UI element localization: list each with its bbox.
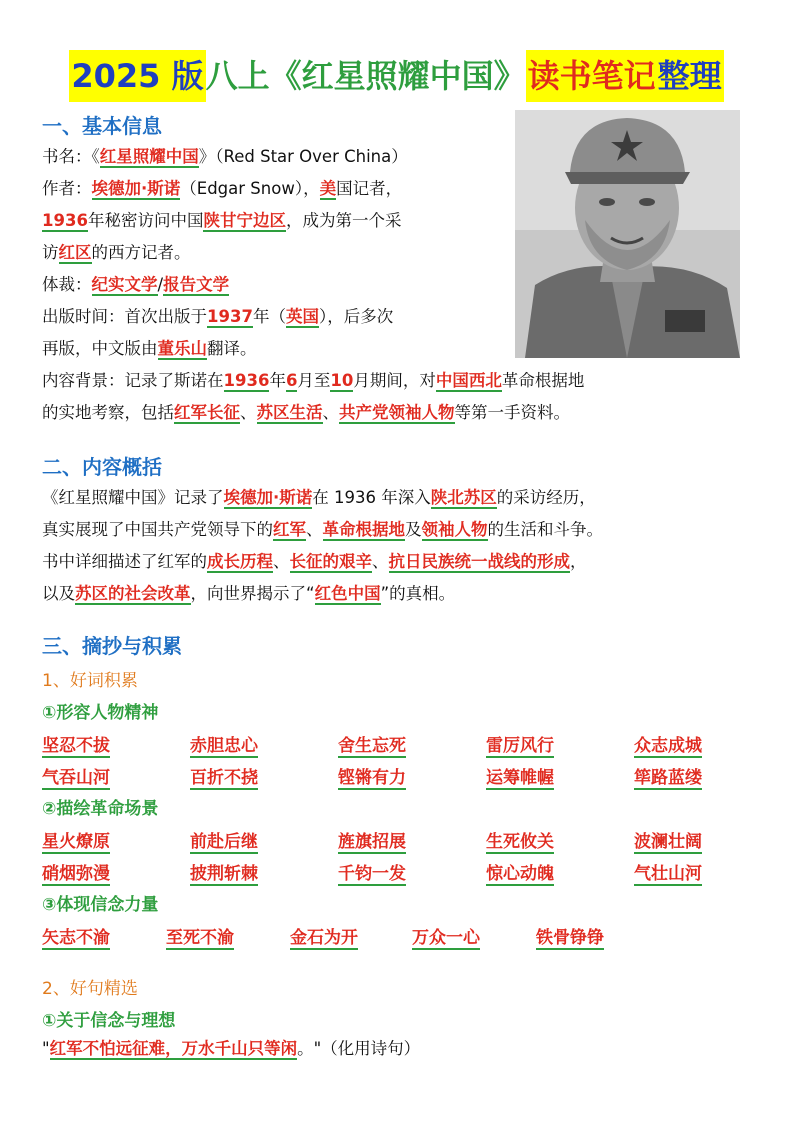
good-words-heading: 1、好词积累 — [42, 671, 138, 691]
s2-l4-mid: ，向世界揭示了“ — [190, 584, 315, 603]
summary-line-1 — [42, 486, 596, 510]
visit-year: 1936 — [42, 211, 88, 230]
good-sentences-heading: 2、好句精选 — [42, 979, 138, 999]
s2-l1-head: 《红星照耀中国》记录了 — [42, 488, 224, 507]
section-summary-heading: 二、内容概括 — [42, 455, 162, 479]
bg-mid1: 年 — [269, 371, 286, 390]
category-spirit-heading: ①形容人物精神 — [42, 703, 159, 723]
book-english-name: 》（Red Star Over China） — [198, 147, 408, 166]
bg-head: 内容背景：记录了斯诺在 — [42, 371, 224, 390]
s2-l3-sep1: 、 — [273, 552, 290, 571]
word-item: 金石为开 — [290, 923, 358, 950]
visit-line — [42, 209, 401, 233]
s2-l2-k3: 领袖人物 — [421, 520, 488, 539]
author-label: 作者： — [42, 179, 92, 198]
s2-l4-head: 以及 — [42, 584, 75, 603]
s2-l2-k2: 革命根据地 — [322, 520, 405, 539]
word-item: 雷厉风行 — [486, 731, 554, 758]
bg-year: 1936 — [223, 371, 270, 390]
visit2-head: 访 — [42, 243, 59, 262]
word-item: 铁骨铮铮 — [536, 923, 604, 950]
visit-tail: ，成为第一个采 — [285, 211, 402, 230]
author-english: （Edgar Snow）， — [180, 179, 320, 198]
visit-text: 年秘密访问中国 — [87, 211, 204, 230]
s2-l1-tail: 的采访经历， — [496, 488, 596, 507]
bg2-tail: 等第一手资料。 — [454, 403, 570, 422]
word-item: 众志成城 — [634, 731, 702, 758]
publish-country: 英国 — [285, 307, 319, 326]
quote-line — [42, 1037, 420, 1061]
word-item: 前赴后继 — [190, 827, 258, 854]
category-scene-heading: ②描绘革命场景 — [42, 799, 159, 819]
author-name: 埃德加·斯诺 — [91, 179, 181, 198]
bg-region: 中国西北 — [435, 371, 502, 390]
word-item: 舍生忘死 — [338, 731, 406, 758]
visit2-tail: 的西方记者。 — [91, 243, 191, 262]
bg-month-end: 10 — [330, 371, 354, 390]
portrait-photo — [515, 110, 740, 358]
publish-label: 出版时间：首次出版于 — [42, 307, 207, 326]
publish-tail: ），后多次 — [318, 307, 394, 326]
s2-l3-sep2: 、 — [372, 552, 389, 571]
genre-2: 报告文学 — [163, 275, 230, 294]
word-item: 硝烟弥漫 — [42, 859, 110, 886]
s2-l3-head: 书中详细描述了红军的 — [42, 552, 207, 571]
word-item: 波澜壮阔 — [634, 827, 702, 854]
background-line-2 — [42, 401, 570, 425]
s2-l2-k1: 红军 — [273, 520, 306, 539]
section-excerpts-heading: 三、摘抄与积累 — [42, 634, 182, 658]
visit-region: 陕甘宁边区 — [203, 211, 286, 230]
publish-line — [42, 305, 393, 329]
translator-line — [42, 337, 257, 361]
bg2-sep1: 、 — [240, 403, 257, 422]
quote-close: 。"（化用诗句） — [297, 1039, 421, 1058]
s2-l3-k1: 成长历程 — [207, 552, 273, 571]
book-title-line — [42, 145, 408, 169]
word-item: 生死攸关 — [486, 827, 554, 854]
s2-l1-k1: 埃德加·斯诺 — [223, 488, 313, 507]
visit-line-2 — [42, 241, 191, 265]
s2-l3-k3: 抗日民族统一战线的形成 — [388, 552, 570, 571]
author-country: 美 — [319, 179, 337, 198]
summary-line-4 — [42, 582, 455, 606]
red-area: 红区 — [58, 243, 92, 262]
quote-open: " — [42, 1039, 50, 1058]
bg-mid2: 月至 — [297, 371, 331, 390]
genre-line — [42, 273, 229, 297]
word-item: 至死不渝 — [166, 923, 234, 950]
bg2-keyword-1: 红军长征 — [174, 403, 240, 422]
word-item: 气吞山河 — [42, 763, 110, 790]
word-item: 气壮山河 — [634, 859, 702, 886]
s2-l3-tail: ， — [570, 552, 587, 571]
genre-1: 纪实文学 — [91, 275, 158, 294]
s2-l3-k2: 长征的艰辛 — [289, 552, 372, 571]
translator-name: 董乐山 — [157, 339, 207, 358]
s2-l4-k1: 苏区的社会改革 — [75, 584, 191, 603]
translator-tail: 翻译。 — [207, 339, 257, 358]
book-label: 书名：《 — [42, 147, 100, 166]
s2-l2-sep1: 、 — [306, 520, 323, 539]
word-item: 惊心动魄 — [486, 859, 554, 886]
section-basic-info-heading: 一、基本信息 — [42, 114, 162, 138]
bg2-sep2: 、 — [322, 403, 339, 422]
bg2-head: 的实地考察，包括 — [42, 403, 174, 422]
portrait-icon — [515, 110, 740, 358]
title-organize: 整理 — [656, 50, 724, 102]
s2-l2-mid: 及 — [405, 520, 422, 539]
publish-year: 1937 — [207, 307, 253, 326]
word-item: 百折不挠 — [190, 763, 258, 790]
bg2-keyword-3: 共产党领袖人物 — [339, 403, 455, 422]
category-belief-heading: ③体现信念力量 — [42, 895, 159, 915]
bg-month-start: 6 — [285, 371, 298, 390]
word-item: 筚路蓝缕 — [634, 763, 702, 790]
title-book: 八上《红星照耀中国》 — [205, 57, 526, 95]
title-year: 2025 版 — [69, 50, 205, 102]
word-item: 旌旗招展 — [338, 827, 406, 854]
bg-mid3: 月期间，对 — [353, 371, 436, 390]
title-notes: 读书笔记 — [526, 50, 658, 102]
summary-line-3 — [42, 550, 587, 574]
word-item: 万众一心 — [412, 923, 480, 950]
bg-tail: 革命根据地 — [501, 371, 585, 390]
publish-mid: 年（ — [252, 307, 286, 326]
word-item: 披荆斩棘 — [190, 859, 258, 886]
s2-l2-tail: 的生活和斗争。 — [487, 520, 603, 539]
s2-l2-head: 真实展现了中国共产党领导下的 — [42, 520, 273, 539]
s2-l4-k2: 红色中国 — [314, 584, 381, 603]
word-item: 铿锵有力 — [338, 763, 406, 790]
genre-sep: / — [157, 275, 164, 294]
word-item: 矢志不渝 — [42, 923, 110, 950]
word-item: 赤胆忠心 — [190, 731, 258, 758]
page-title — [0, 50, 793, 102]
quote-text: 红军不怕远征难，万水千山只等闲 — [49, 1039, 298, 1058]
background-line — [42, 369, 584, 393]
book-name: 红星照耀中国 — [99, 147, 199, 166]
bg2-keyword-2: 苏区生活 — [256, 403, 323, 422]
s2-l1-mid: 在 1936 年深入 — [312, 488, 431, 507]
author-tail: 国记者， — [336, 179, 403, 198]
summary-line-2 — [42, 518, 603, 542]
s2-l1-k2: 陕北苏区 — [430, 488, 497, 507]
category-ideal-heading: ①关于信念与理想 — [42, 1011, 176, 1031]
author-line — [42, 177, 402, 201]
translator-head: 再版，中文版由 — [42, 339, 158, 358]
word-item: 千钧一发 — [338, 859, 406, 886]
word-item: 星火燎原 — [42, 827, 110, 854]
genre-label: 体裁： — [42, 275, 92, 294]
word-item: 坚忍不拔 — [42, 731, 110, 758]
s2-l4-tail: ”的真相。 — [380, 584, 456, 603]
word-item: 运筹帷幄 — [486, 763, 554, 790]
